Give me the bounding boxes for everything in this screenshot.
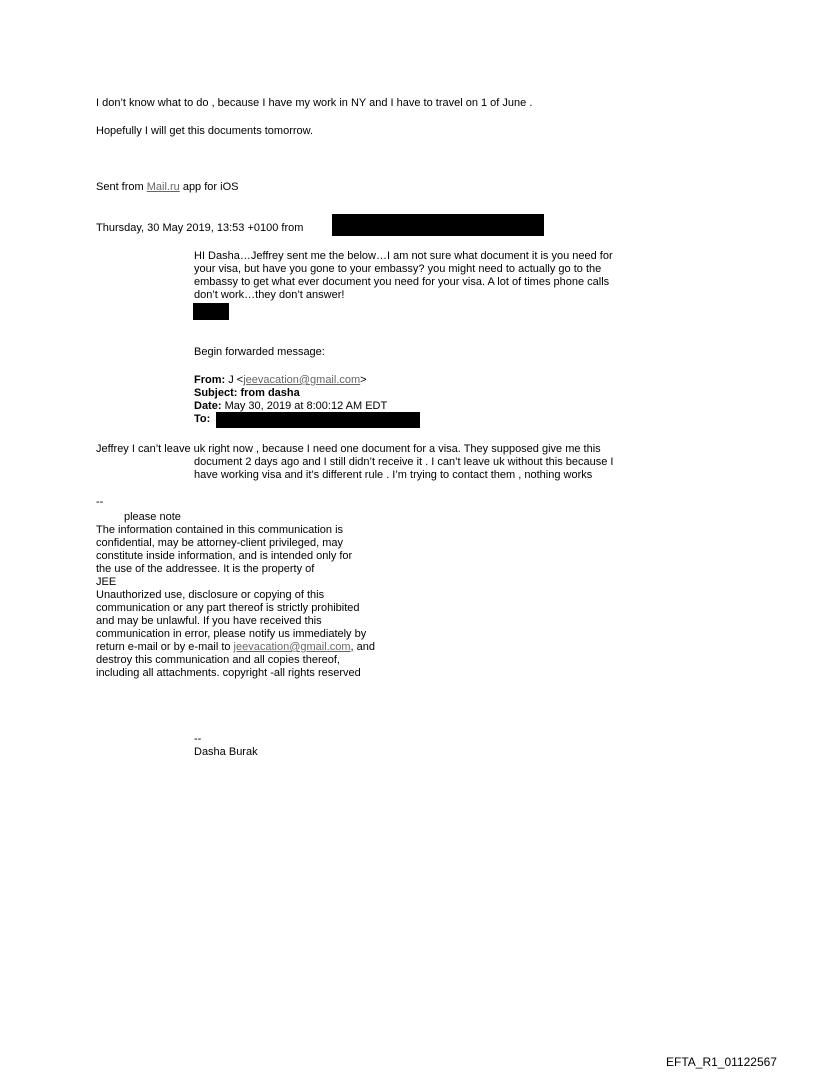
disclaimer-email-prefix: return e-mail or by e-mail to [96, 641, 234, 653]
dasha-line-3: have working visa and it’s different rule . I’m trying to contact them , nothing works [194, 469, 593, 481]
forwarded-to: To: [194, 413, 211, 425]
reply-line-2: your visa, but have you gone to your embassy? you might need to actually go to the [194, 263, 602, 275]
signature-name: Dasha Burak [194, 746, 258, 758]
redaction-sender [332, 214, 544, 236]
forwarded-from [194, 374, 367, 387]
reply-line-4: don’t work…they don’t answer! [194, 289, 345, 301]
from-label: From: [194, 374, 226, 386]
signature-dashes: -- [194, 733, 202, 745]
disclaimer-email-suffix: , and [350, 641, 375, 653]
sent-from-prefix: Sent from [96, 181, 147, 193]
redaction-recipient [216, 412, 420, 428]
disclaimer-line: and may be unlawful. If you have received this [96, 615, 322, 627]
reply-line-3: embassy to get what ever document you need for your visa. A lot of times phone calls [194, 276, 610, 288]
disclaimer-email-line [96, 641, 375, 654]
reply-line-1: HI Dasha…Jeffrey sent me the below…I am not sure what document it is you need for [194, 250, 613, 262]
disclaimer-line: destroy this communication and all copies thereof, [96, 654, 340, 666]
disclaimer-line: the use of the addressee. It is the property of [96, 563, 315, 575]
dasha-line-1: Jeffrey I can’t leave uk right now , because I need one document for a visa. They supposed give me this [96, 443, 601, 455]
subject-value: from dasha [237, 387, 300, 399]
redaction-signature [193, 303, 229, 320]
forwarded-subject [194, 387, 300, 400]
date-value: May 30, 2019 at 8:00:12 AM EDT [221, 400, 388, 412]
disclaimer-line: confidential, may be attorney-client privileged, may [96, 537, 344, 549]
document-id: EFTA_R1_01122567 [666, 1055, 777, 1069]
from-name: J < [225, 374, 244, 386]
disclaimer-line: JEE [96, 576, 117, 588]
please-note: please note [124, 511, 181, 523]
sent-from-line [96, 181, 238, 194]
quote-header: Thursday, 30 May 2019, 13:53 +0100 from [96, 222, 304, 234]
subject-label: Subject: [194, 387, 238, 399]
disclaimer-line: The information contained in this communication is [96, 524, 344, 536]
sent-from-suffix: app for iOS [179, 181, 239, 193]
dasha-line-2: document 2 days ago and I still didn’t receive it . I can’t leave uk without this because I [194, 456, 614, 468]
disclaimer-line: communication in error, please notify us immediately by [96, 628, 367, 640]
opening-line-2: Hopefully I will get this documents tomorrow. [96, 125, 314, 137]
disclaimer-line: constitute inside information, and is intended only for [96, 550, 353, 562]
from-email-link[interactable]: jeevacation@gmail.com [243, 374, 361, 386]
disclaimer-line: Unauthorized use, disclosure or copying of this [96, 589, 325, 601]
date-label: Date: [194, 400, 222, 412]
disclaimer-line: including all attachments. copyright -all rights reserved [96, 667, 361, 679]
disclaimer-dashes: -- [96, 496, 104, 508]
disclaimer-email-link[interactable]: jeevacation@gmail.com [233, 641, 351, 653]
opening-line-1: I don’t know what to do , because I have my work in NY and I have to travel on 1 of June . [96, 97, 533, 109]
mailru-link[interactable]: Mail.ru [146, 181, 180, 193]
disclaimer-line: communication or any part thereof is strictly prohibited [96, 602, 360, 614]
forwarded-date [194, 400, 387, 413]
forwarded-intro: Begin forwarded message: [194, 346, 325, 358]
from-close: > [360, 374, 367, 386]
